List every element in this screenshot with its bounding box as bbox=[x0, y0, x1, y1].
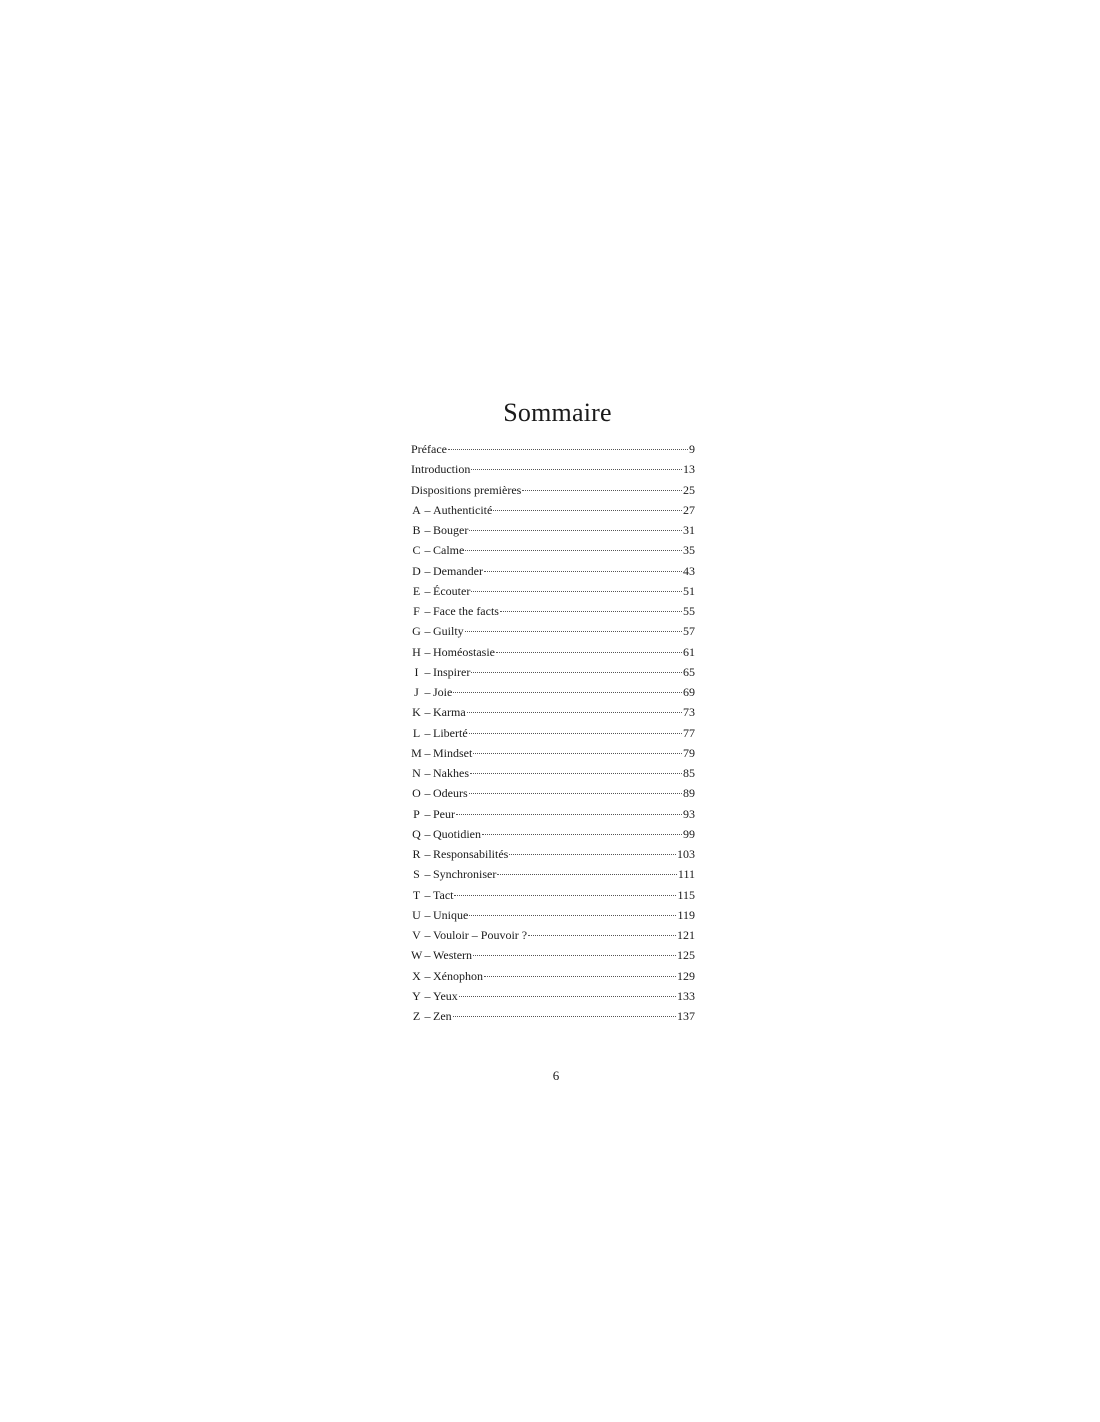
toc-entry-separator: – bbox=[424, 786, 431, 801]
toc-entry-label: Homéostasie bbox=[433, 644, 495, 659]
toc-entry-label: Yeux bbox=[433, 988, 458, 1003]
toc-entry-label: Introduction bbox=[411, 462, 471, 477]
toc-entry[interactable] bbox=[411, 439, 695, 459]
toc-entry-page: 69 bbox=[683, 685, 695, 699]
toc-entry[interactable] bbox=[411, 682, 695, 702]
toc-entry-letter: L bbox=[412, 725, 421, 740]
page-number: 6 bbox=[552, 1068, 560, 1083]
toc-entry-letter: B bbox=[412, 523, 421, 537]
toc-entry-separator: – bbox=[424, 725, 431, 740]
toc-dot-leader bbox=[453, 1015, 676, 1017]
toc-entry[interactable] bbox=[411, 621, 695, 641]
toc-dot-leader bbox=[471, 671, 682, 673]
toc-entry-separator: – bbox=[424, 543, 431, 558]
toc-entry[interactable] bbox=[411, 925, 695, 945]
toc-entry-page: 125 bbox=[677, 948, 695, 963]
toc-entry-page: 119 bbox=[677, 907, 695, 922]
toc-entry-separator: – bbox=[424, 847, 431, 861]
toc-entry-separator: – bbox=[424, 563, 431, 578]
toc-entry-page: 25 bbox=[683, 482, 695, 497]
toc-entry-page: 51 bbox=[683, 583, 695, 598]
toc-entry-letter: V bbox=[412, 928, 421, 942]
toc-entry-page: 77 bbox=[683, 725, 695, 740]
toc-entry[interactable] bbox=[411, 864, 695, 884]
toc-entry[interactable] bbox=[411, 844, 695, 864]
toc-entry-page: 79 bbox=[683, 745, 695, 760]
toc-entry[interactable] bbox=[411, 500, 695, 520]
toc-entry[interactable] bbox=[411, 662, 695, 682]
toc-entry-label: Authenticité bbox=[433, 502, 493, 517]
toc-entry-label: Unique bbox=[433, 907, 469, 922]
toc-entry[interactable] bbox=[411, 642, 695, 662]
toc-entry-page: 35 bbox=[683, 543, 695, 558]
toc-dot-leader bbox=[465, 630, 682, 632]
toc-entry-label: Quotidien bbox=[433, 826, 481, 841]
toc-dot-leader bbox=[467, 711, 682, 713]
toc-entry-separator: – bbox=[424, 948, 431, 963]
toc-entry-label: Guilty bbox=[433, 624, 464, 639]
toc-entry-letter: C bbox=[412, 543, 421, 558]
toc-entry-label: Joie bbox=[433, 685, 453, 699]
toc-dot-leader bbox=[453, 691, 682, 693]
toc-dot-leader bbox=[469, 529, 682, 531]
toc-entry-letter: M bbox=[411, 745, 422, 760]
toc-entry-label: Synchroniser bbox=[433, 867, 497, 882]
toc-entry-page: 43 bbox=[683, 563, 695, 578]
toc-entry[interactable] bbox=[411, 561, 695, 581]
toc-entry-label: Karma bbox=[433, 705, 466, 720]
toc-entry[interactable] bbox=[411, 905, 695, 925]
toc-entry[interactable] bbox=[411, 459, 695, 479]
toc-entry-page: 133 bbox=[677, 988, 695, 1003]
toc-entry[interactable] bbox=[411, 885, 695, 905]
toc-entry-letter: J bbox=[414, 685, 419, 699]
toc-entry-page: 65 bbox=[683, 664, 695, 679]
toc-dot-leader bbox=[465, 549, 682, 551]
toc-entry-label: Xénophon bbox=[433, 968, 483, 983]
toc-entry-letter: Z bbox=[412, 1009, 421, 1023]
toc-entry-separator: – bbox=[424, 826, 431, 841]
toc-entry-label: Nakhes bbox=[433, 766, 469, 780]
toc-entry-page: 73 bbox=[683, 705, 695, 720]
toc-entry-page: 89 bbox=[683, 786, 695, 801]
toc-entry-page: 129 bbox=[677, 968, 695, 983]
toc-dot-leader bbox=[496, 651, 682, 653]
toc-dot-leader bbox=[484, 975, 676, 977]
toc-dot-leader bbox=[448, 448, 688, 450]
toc-dot-leader bbox=[473, 752, 682, 754]
toc-dot-leader bbox=[493, 509, 682, 511]
toc-entry[interactable] bbox=[411, 986, 695, 1006]
toc-dot-leader bbox=[473, 954, 676, 956]
toc-entry-separator: – bbox=[424, 644, 431, 659]
toc-dot-leader bbox=[509, 853, 676, 855]
toc-entry[interactable] bbox=[411, 804, 695, 824]
toc-entry-label: Liberté bbox=[433, 725, 468, 740]
toc-entry-letter: R bbox=[412, 847, 421, 861]
toc-entry-label: Face the facts bbox=[433, 604, 499, 618]
toc-entry-separator: – bbox=[424, 1009, 431, 1023]
toc-entry-letter: D bbox=[412, 563, 421, 578]
toc-dot-leader bbox=[470, 772, 682, 774]
toc-entry-letter: I bbox=[414, 664, 419, 679]
toc-entry-separator: – bbox=[424, 502, 431, 517]
toc-entry-page: 57 bbox=[683, 624, 695, 639]
toc-entry[interactable] bbox=[411, 966, 695, 986]
toc-entry-separator: – bbox=[424, 968, 431, 983]
toc-entry-letter: G bbox=[412, 624, 421, 639]
toc-entry-letter: P bbox=[413, 806, 420, 821]
toc-entry-letter: F bbox=[413, 604, 420, 618]
toc-entry-label: Peur bbox=[433, 806, 455, 821]
toc-entry-label: Préface bbox=[411, 442, 447, 456]
toc-entry-letter: X bbox=[412, 968, 421, 983]
toc-entry-label: Mindset bbox=[433, 745, 473, 760]
toc-dot-leader bbox=[469, 732, 682, 734]
toc-dot-leader bbox=[500, 610, 682, 612]
toc-dot-leader bbox=[459, 995, 676, 997]
toc-entry-label: Bouger bbox=[433, 523, 469, 537]
toc-entry-letter: T bbox=[412, 887, 421, 902]
toc-entry-label: Odeurs bbox=[433, 786, 468, 801]
toc-entry-label: Responsabilités bbox=[433, 847, 509, 861]
toc-entry-label: Calme bbox=[433, 543, 465, 558]
table-of-contents bbox=[411, 439, 695, 1026]
toc-dot-leader bbox=[469, 914, 676, 916]
toc-entry-letter: A bbox=[412, 502, 421, 517]
toc-dot-leader bbox=[528, 934, 676, 936]
toc-entry-page: 27 bbox=[683, 502, 695, 517]
toc-dot-leader bbox=[482, 833, 682, 835]
toc-entry-letter: U bbox=[412, 907, 421, 922]
toc-entry-separator: – bbox=[424, 887, 431, 902]
toc-entry-page: 31 bbox=[683, 523, 695, 537]
toc-entry-page: 121 bbox=[677, 928, 695, 942]
toc-entry[interactable] bbox=[411, 702, 695, 722]
toc-dot-leader bbox=[456, 813, 682, 815]
toc-entry-label: Tact bbox=[433, 887, 454, 902]
toc-entry-letter: Q bbox=[412, 826, 421, 841]
toc-entry-page: 103 bbox=[677, 847, 695, 861]
toc-entry-letter: O bbox=[412, 786, 421, 801]
toc-entry-separator: – bbox=[424, 523, 431, 537]
toc-entry[interactable] bbox=[411, 783, 695, 803]
toc-entry-page: 13 bbox=[683, 462, 695, 477]
toc-entry[interactable] bbox=[411, 824, 695, 844]
toc-entry-letter: W bbox=[411, 948, 423, 963]
toc-entry-separator: – bbox=[424, 685, 431, 699]
toc-entry-separator: – bbox=[424, 867, 431, 882]
toc-entry-letter: N bbox=[412, 766, 421, 780]
toc-entry-separator: – bbox=[424, 604, 431, 618]
toc-entry-letter: K bbox=[412, 705, 421, 720]
toc-entry[interactable] bbox=[411, 763, 695, 783]
toc-entry[interactable] bbox=[411, 723, 695, 743]
toc-entry-page: 115 bbox=[677, 887, 695, 902]
toc-entry[interactable] bbox=[411, 480, 695, 500]
toc-dot-leader bbox=[522, 489, 682, 491]
toc-entry-page: 99 bbox=[683, 826, 695, 841]
toc-entry-label: Vouloir – Pouvoir ? bbox=[433, 928, 528, 942]
toc-entry-page: 137 bbox=[677, 1009, 695, 1023]
toc-entry-separator: – bbox=[424, 583, 431, 598]
toc-entry-label: Zen bbox=[433, 1009, 452, 1023]
toc-entry-label: Demander bbox=[433, 563, 483, 578]
toc-entry-letter: E bbox=[412, 583, 421, 598]
toc-entry-separator: – bbox=[424, 705, 431, 720]
toc-entry-separator: – bbox=[424, 745, 431, 760]
toc-entry[interactable] bbox=[411, 540, 695, 560]
toc-entry-letter: S bbox=[413, 867, 420, 882]
toc-entry-page: 93 bbox=[683, 806, 695, 821]
toc-entry-letter: H bbox=[412, 644, 421, 659]
toc-entry-page: 85 bbox=[683, 766, 695, 780]
toc-entry-label: Écouter bbox=[433, 583, 471, 598]
toc-entry-label: Western bbox=[433, 948, 473, 963]
toc-entry-separator: – bbox=[424, 624, 431, 639]
toc-entry[interactable] bbox=[411, 601, 695, 621]
toc-entry-page: 61 bbox=[683, 644, 695, 659]
toc-entry-page: 55 bbox=[683, 604, 695, 618]
toc-entry-separator: – bbox=[424, 907, 431, 922]
toc-entry-separator: – bbox=[424, 806, 431, 821]
toc-entry[interactable] bbox=[411, 945, 695, 965]
toc-entry-page: 111 bbox=[677, 867, 695, 882]
toc-entry-separator: – bbox=[424, 928, 431, 942]
toc-entry[interactable] bbox=[411, 581, 695, 601]
toc-dot-leader bbox=[497, 873, 677, 875]
toc-dot-leader bbox=[471, 468, 682, 470]
toc-dot-leader bbox=[484, 570, 682, 572]
toc-dot-leader bbox=[471, 590, 682, 592]
toc-entry-label: Dispositions premières bbox=[411, 482, 522, 497]
toc-entry-label: Inspirer bbox=[433, 664, 471, 679]
toc-entry-separator: – bbox=[424, 766, 431, 780]
page-title: Sommaire bbox=[503, 398, 612, 427]
toc-dot-leader bbox=[469, 792, 682, 794]
toc-entry[interactable] bbox=[411, 520, 695, 540]
toc-entry[interactable] bbox=[411, 743, 695, 763]
toc-entry-letter: Y bbox=[412, 988, 421, 1003]
toc-entry-separator: – bbox=[424, 664, 431, 679]
toc-entry-page: 9 bbox=[689, 442, 695, 456]
toc-entry-separator: – bbox=[424, 988, 431, 1003]
toc-dot-leader bbox=[454, 894, 676, 896]
toc-entry[interactable] bbox=[411, 1006, 695, 1026]
